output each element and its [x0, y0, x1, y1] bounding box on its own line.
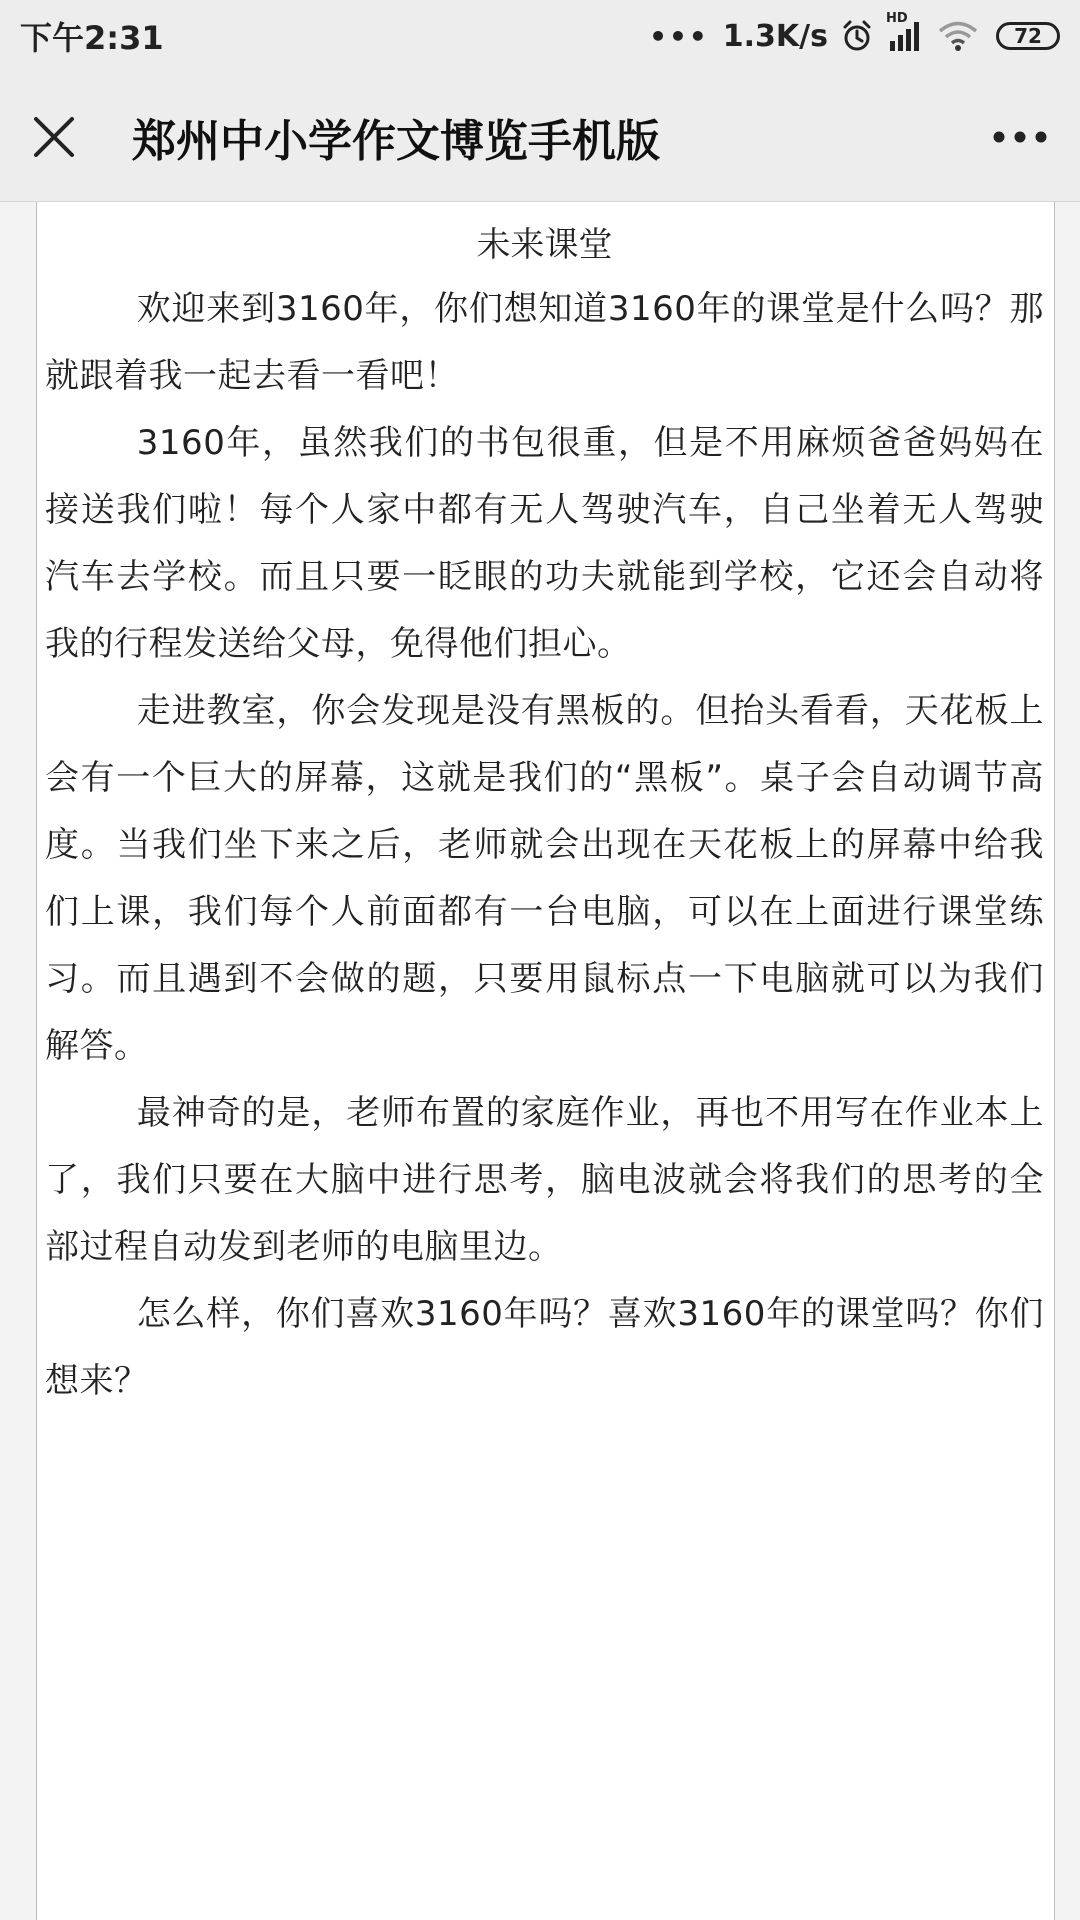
alarm-icon: [840, 19, 874, 53]
article-paragraph: 怎么样，你们喜欢3160年吗？喜欢3160年的课堂吗？你们想来？: [45, 1294, 1044, 1401]
close-button[interactable]: [28, 111, 80, 163]
article-paragraph: 欢迎来到3160年，你们想知道3160年的课堂是什么吗？那就跟着我一起去看一看吧！: [45, 289, 1044, 396]
more-dots-icon: [992, 130, 1048, 144]
article-paragraph: 3160年，虽然我们的书包很重，但是不用麻烦爸爸妈妈在接送我们啦！每个人家中都有无人驾驶汽车，自己坐着无人驾驶汽车去学校。而且只要一眨眼的功夫就能到学校，它还会自动将我的行程发送给父母，免得他们担心。: [45, 423, 1044, 664]
status-time: 下午2:31: [20, 19, 164, 57]
status-bar: [0, 0, 1080, 72]
battery-indicator: 72: [996, 22, 1060, 50]
signal-hd-label: HD: [886, 11, 908, 26]
wifi-icon: [938, 20, 978, 52]
notification-dots: •••: [649, 19, 709, 53]
network-speed: 1.3K/s: [722, 18, 828, 54]
page-title: 郑州中小学作文博览手机版: [132, 115, 660, 167]
more-button[interactable]: [988, 111, 1052, 163]
article: [37, 202, 1054, 1415]
title-bar: [0, 72, 1080, 202]
article-paragraph: 最神奇的是，老师布置的家庭作业，再也不用写在作业本上了，我们只要在大脑中进行思考，脑电波就会将我们的思考的全部过程自动发到老师的电脑里边。: [45, 1093, 1044, 1267]
web-content[interactable]: [36, 202, 1055, 1920]
close-icon: [32, 115, 76, 159]
article-paragraph: 走进教室，你会发现是没有黑板的。但抬头看看，天花板上会有一个巨大的屏幕，这就是我们的“黑板”。桌子会自动调节高度。当我们坐下来之后，老师就会出现在天花板上的屏幕中给我们上课，我们每个人前面都有一台电脑，可以在上面进行课堂练习。而且遇到不会做的题，只要用鼠标点一下电脑就可以为我们解答。: [45, 691, 1044, 1066]
article-title: 未来课堂: [476, 225, 613, 265]
signal-icon: [886, 11, 926, 53]
